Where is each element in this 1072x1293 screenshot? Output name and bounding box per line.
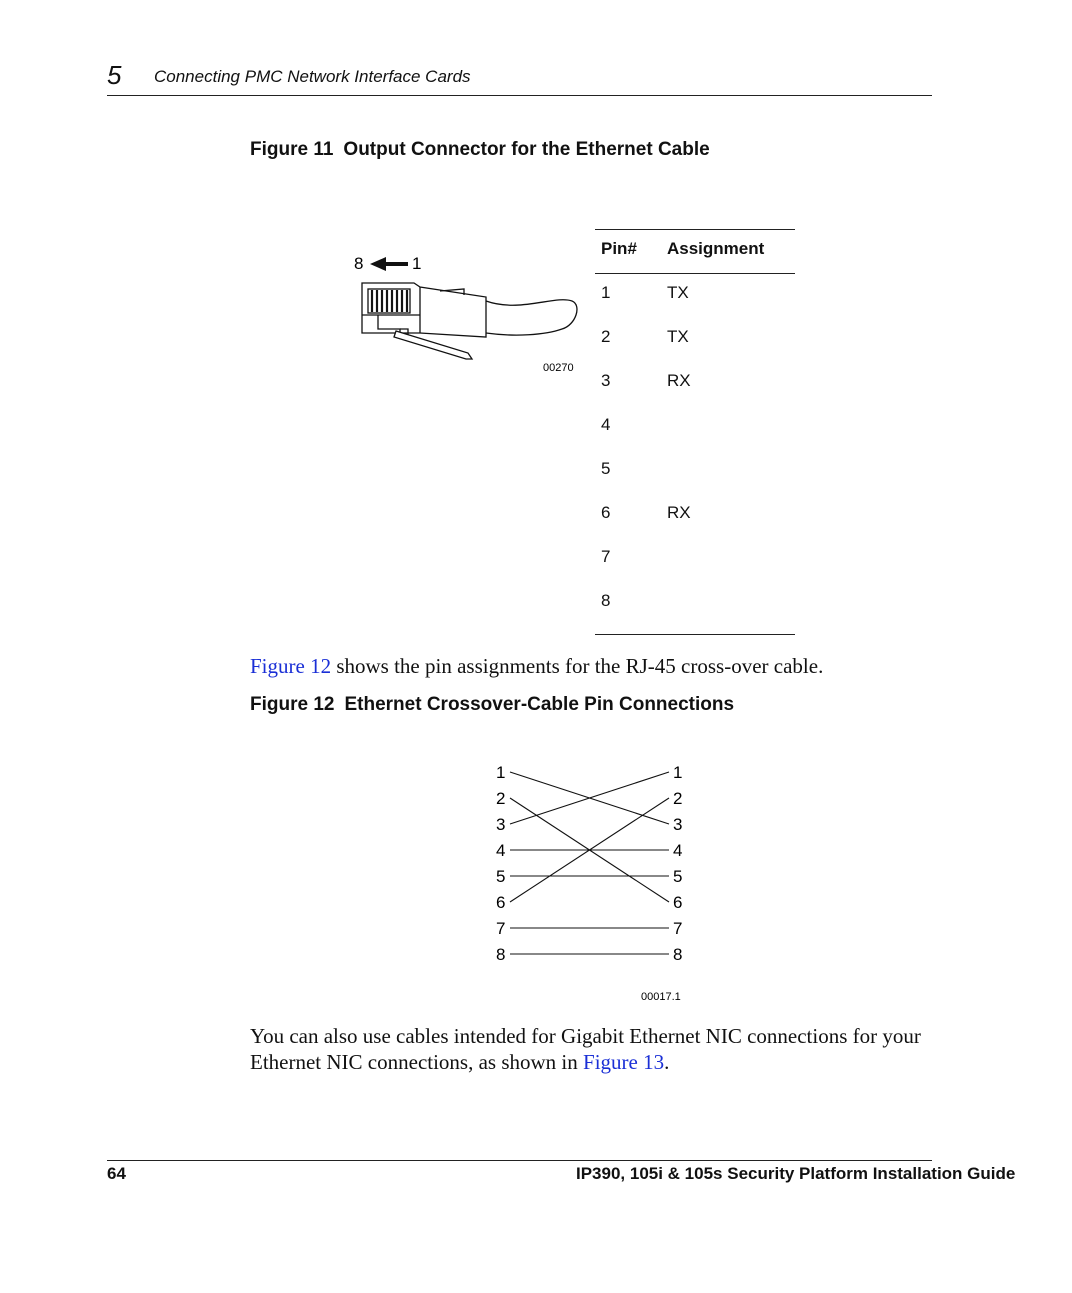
crossover-diagram xyxy=(480,755,700,1005)
figure-11-title: Output Connector for the Ethernet Cable xyxy=(343,139,710,160)
table-row xyxy=(595,538,795,582)
rj45-connector-illustration xyxy=(340,245,590,385)
pin-cell: 4 xyxy=(601,415,611,434)
figure-11-caption xyxy=(250,139,710,161)
right-pin-label: 4 xyxy=(673,841,683,860)
header-assignment: Assignment xyxy=(667,239,765,258)
table-header xyxy=(595,230,795,274)
paragraph-1-text: shows the pin assignments for the RJ-45 cross-over cable. xyxy=(331,654,824,678)
left-pin-label: 1 xyxy=(496,763,506,782)
plug-icon xyxy=(362,283,577,359)
figure-12-label: Figure 12 xyxy=(250,694,335,715)
right-pin-label: 5 xyxy=(673,867,683,886)
left-pin-label: 8 xyxy=(496,945,506,964)
assignment-cell: TX xyxy=(667,327,689,346)
header-rule xyxy=(107,95,932,96)
pin-cell: 3 xyxy=(601,371,611,390)
right-pin-label: 7 xyxy=(673,919,683,938)
page-number: 64 xyxy=(107,1164,126,1183)
pin-cell: 6 xyxy=(601,503,611,522)
left-pin-label: 7 xyxy=(496,919,506,938)
pin-cell: 8 xyxy=(601,591,611,610)
paragraph-gigabit-cables xyxy=(250,1023,950,1075)
arrow-icon xyxy=(370,257,408,271)
left-pin-label: 4 xyxy=(496,841,506,860)
paragraph-2-end: . xyxy=(664,1050,670,1074)
right-pin-label: 6 xyxy=(673,893,683,912)
table-row xyxy=(595,582,795,626)
table-row xyxy=(595,450,795,494)
left-pin-label: 5 xyxy=(496,867,506,886)
pin-cell: 2 xyxy=(601,327,611,346)
table-row xyxy=(595,406,795,450)
table-row xyxy=(595,274,795,318)
figure-12-link[interactable]: Figure 12 xyxy=(250,654,332,678)
left-pin-label: 6 xyxy=(496,893,506,912)
left-pin-label: 3 xyxy=(496,815,506,834)
chapter-title: Connecting PMC Network Interface Cards xyxy=(154,67,471,86)
table-row xyxy=(595,362,795,406)
right-pin-label: 1 xyxy=(673,763,683,782)
pin-cell: 1 xyxy=(601,283,611,302)
paragraph-2-text: You can also use cables intended for Gigabit Ethernet NIC connections for your Ethernet NIC connections, as shown in xyxy=(250,1024,921,1074)
arrow-label-8: 8 xyxy=(354,254,364,273)
assignment-cell: RX xyxy=(667,371,691,390)
figure-13-link[interactable]: Figure 13 xyxy=(583,1050,665,1074)
right-pin-label: 2 xyxy=(673,789,683,808)
table-row xyxy=(595,318,795,362)
arrow-label-1: 1 xyxy=(412,254,422,273)
assignment-cell: TX xyxy=(667,283,689,302)
chapter-number: 5 xyxy=(107,60,122,90)
figure-12-image-id: 00017.1 xyxy=(641,991,681,1003)
right-pin-label: 3 xyxy=(673,815,683,834)
footer-rule xyxy=(107,1160,932,1161)
pin-cell: 7 xyxy=(601,547,611,566)
assignment-cell: RX xyxy=(667,503,691,522)
figure-11-label: Figure 11 xyxy=(250,139,334,160)
figure-12-caption xyxy=(250,694,734,716)
pin-cell: 5 xyxy=(601,459,611,478)
right-pin-label: 8 xyxy=(673,945,683,964)
figure-12-title: Ethernet Crossover-Cable Pin Connections xyxy=(344,694,735,715)
paragraph-figure-12-intro xyxy=(250,654,823,679)
book-title: IP390, 105i & 105s Security Platform Installation Guide xyxy=(576,1164,1016,1183)
header-pin: Pin# xyxy=(601,239,637,258)
left-pin-label: 2 xyxy=(496,789,506,808)
table-row xyxy=(595,494,795,538)
pin-assignment-table xyxy=(595,229,795,635)
figure-11-image-id: 00270 xyxy=(543,362,574,374)
